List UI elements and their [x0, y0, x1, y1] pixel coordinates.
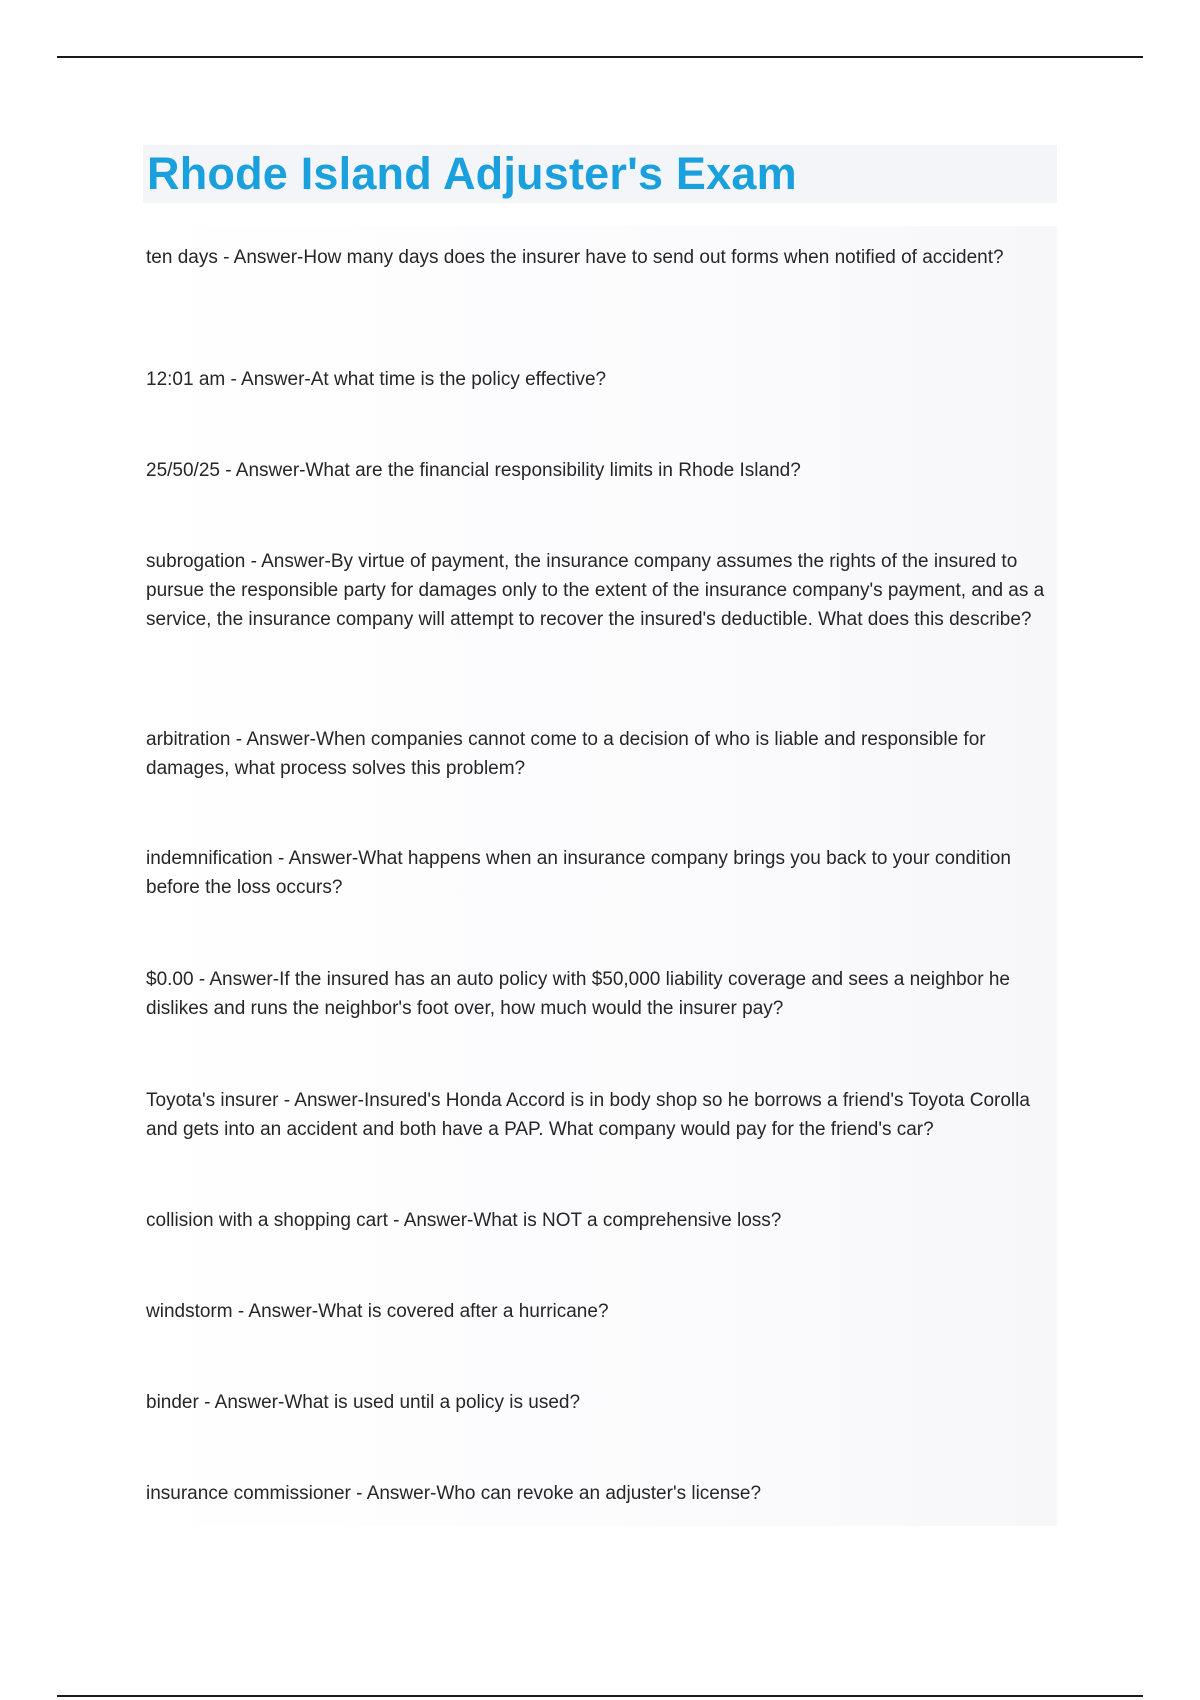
- top-rule: [57, 56, 1143, 58]
- qa-item-2: 12:01 am - Answer-At what time is the policy effective?: [146, 369, 607, 390]
- qa-item-3: 25/50/25 - Answer-What are the financial responsibility limits in Rhode Island?: [146, 460, 801, 481]
- qa-item-4: subrogation - Answer-By virtue of payment, the insurance company assumes the rights of the insured to pursue the responsible party for damages only to the extent of the insurance company's payment, and as a service, the insurance company will attempt to recover the insured's deductible. What does this describe?: [146, 551, 1045, 630]
- document-title: Rhode Island Adjuster's Exam: [147, 148, 797, 199]
- qa-item-10: windstorm - Answer-What is covered after a hurricane?: [146, 1301, 609, 1322]
- qa-item-1: ten days - Answer-How many days does the insurer have to send out forms when notified of accident?: [146, 247, 1004, 268]
- qa-item-11: binder - Answer-What is used until a policy is used?: [146, 1392, 581, 1413]
- qa-item-12: insurance commissioner - Answer-Who can revoke an adjuster's license?: [146, 1483, 762, 1504]
- qa-item-8: Toyota's insurer - Answer-Insured's Honda Accord is in body shop so he borrows a friend's Toyota Corolla and gets into an accident and both have a PAP. What company would pay for the friend's car?: [146, 1090, 1030, 1140]
- qa-item-9: collision with a shopping cart - Answer-What is NOT a comprehensive loss?: [146, 1210, 782, 1231]
- qa-item-5: arbitration - Answer-When companies cannot come to a decision of who is liable and responsible for damages, what process solves this problem?: [146, 729, 986, 779]
- bottom-rule: [57, 1695, 1143, 1697]
- qa-item-7: $0.00 - Answer-If the insured has an auto policy with $50,000 liability coverage and sees a neighbor he dislikes and runs the neighbor's foot over, how much would the insurer pay?: [146, 969, 1010, 1019]
- qa-item-6: indemnification - Answer-What happens when an insurance company brings you back to your condition before the loss occurs?: [146, 848, 1011, 898]
